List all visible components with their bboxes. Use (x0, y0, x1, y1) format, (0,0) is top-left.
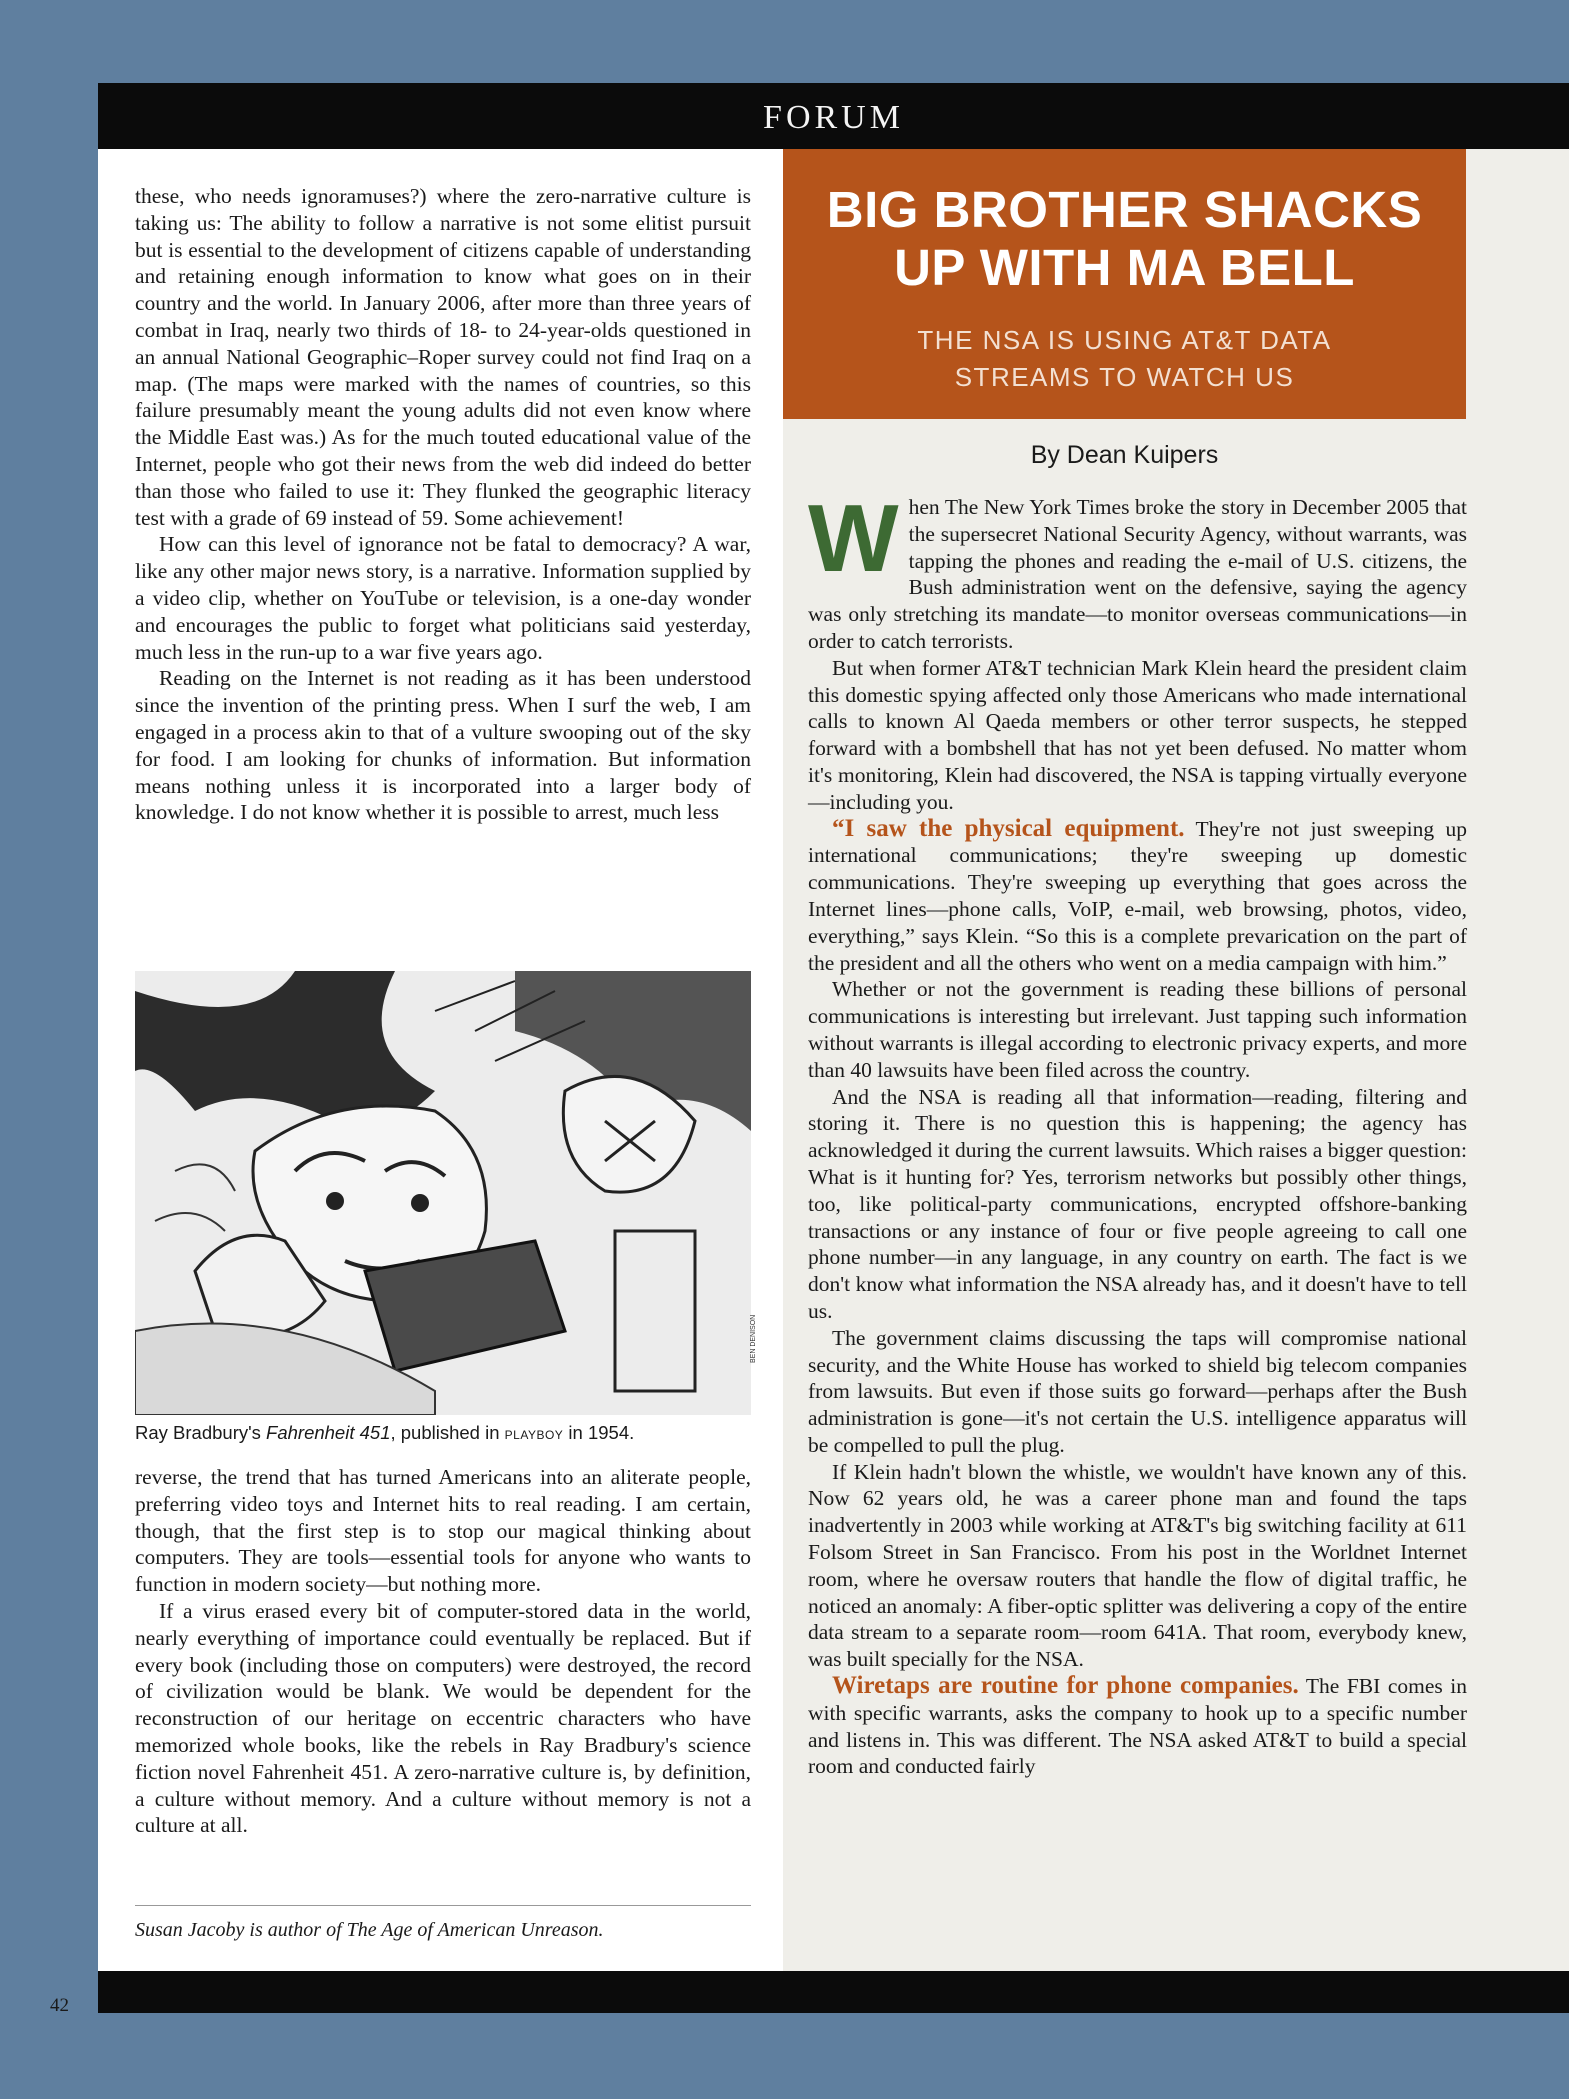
paragraph: Whether or not the government is reading these billions of personal communications is interesting but irrelevant. Just tapping such information without warrants is illegal according to electronic privacy experts, and more than 40 lawsuits have been filed across the country. (808, 977, 1467, 1082)
author-bio: Susan Jacoby is author of The Age of American Unreason. (135, 1919, 604, 1941)
paragraph (808, 816, 1467, 977)
fahrenheit-illustration (135, 971, 751, 1415)
paragraph: If Klein hadn't blown the whistle, we wouldn't have known any of this. Now 62 years old, he was a career phone man and found the taps inadvertently in 2003 while working at AT&T's big switching facility at 611 Folsom Street in San Francisco. From his post in the Worldnet Internet room, where he oversaw routers that handle the flow of digital traffic, he noticed an anomaly: A fiber-optic splitter was delivering a copy of the entire data stream to a separate room—room 641A. That room, everybody knew, was built specially for the NSA. (808, 1459, 1467, 1672)
paragraph: And the NSA is reading all that information—reading, filtering and storing it. There is no question this is happening; the agency has acknowledged it during the current lawsuits. Which raises a bigger question: What is it hunting for? Yes, terrorism networks but possibly other things, too, like political-party communications, encrypted offshore-banking transactions or any instance of four or five people agreeing to call one phone number—in any language, in any country on earth. The fact is we don't know what information the NSA already has, and it doesn't have to tell us. (808, 1084, 1467, 1323)
paragraph: Reading on the Internet is not reading as it has been understood since the invention of the printing press. When I surf the web, I am engaged in a process akin to that of a vulture swooping out of the sky for food. I am looking for chunks of information. But information means nothing unless it is incorporated into a larger body of knowledge. I do not know whether it is possible to arrest, much less (135, 666, 751, 825)
caption-book-title: Fahrenheit 451 (266, 1422, 391, 1443)
paragraph (808, 485, 1467, 655)
magazine-page (98, 83, 1569, 2013)
deck-line: STREAMS TO WATCH US (954, 362, 1295, 392)
paragraph: But when former AT&T technician Mark Klein heard the president claim this domestic spying affected only those Americans who made international calls to known Al Qaeda members or other terror suspects, he stepped forward with a bombshell that has not yet been defused. No matter whom it's monitoring, Klein had discovered, the NSA is tapping virtually everyone—including you. (808, 655, 1467, 814)
photo-credit: BEN DENISON (750, 1314, 757, 1363)
illustration-figure (135, 971, 751, 1499)
caption-text: , published in (390, 1422, 505, 1443)
article-deck (783, 322, 1466, 396)
deck-line: THE NSA IS USING AT&T DATA (917, 325, 1332, 355)
paragraph-text: The FBI comes in with specific warrants, asks the company to hook up to a specific number and listens in. This was different. The NSA asked AT&T to build a special room and conducted fairly (808, 1674, 1467, 1779)
figure-caption (135, 1422, 775, 1444)
left-column-top (135, 183, 751, 826)
pull-quote: “I saw the physical equipment. (832, 814, 1185, 842)
title-line: UP WITH MA BELL (894, 239, 1355, 296)
paragraph-text: They're not just sweeping up international communications; they're sweeping up domestic communications. They're sweeping up everything that goes across the Internet lines—phone calls, VoIP, e-mail, web browsing, photos, video, everything,” says Klein. “So this is a complete prevarication on the part of the president and all the others who went on a media campaign with him.” (808, 816, 1467, 975)
paragraph (808, 1673, 1467, 1780)
article-body (808, 485, 1467, 1780)
page-number: 42 (50, 1995, 69, 2016)
left-column-bottom (135, 1464, 751, 1839)
footer-bar (98, 1971, 1569, 2013)
paragraph: If a virus erased every bit of computer-stored data in the world, nearly everything of importance could eventually be replaced. But if every book (including those on computers) were destroyed, the record of civilization would be blank. We would be dependent for the reconstruction of our heritage on eccentric characters who have memorized whole books, like the rebels in Ray Bradbury's science fiction novel Fahrenheit 451. A zero-narrative culture is, by definition, a culture without memory. And a culture without memory is not a culture at all. (135, 1598, 751, 1838)
caption-magazine: PLAYBOY (504, 1428, 564, 1442)
paragraph: reverse, the trend that has turned Americans into an aliterate people, preferring video toys and Internet hits to real reading. I am certain, though, that the first step is to stop our magical thinking about computers. They are tools—essential tools for anyone who wants to function in modern society—but nothing more. (135, 1465, 751, 1597)
byline: By Dean Kuipers (1030, 441, 1219, 469)
section-header: FORUM (98, 83, 1569, 149)
paragraph: these, who needs ignoramuses?) where the zero-narrative culture is taking us: The ability to follow a narrative is not some elitist pursuit but is essential to the development of citizens capable of understanding and retaining enough information to know what goes on in their country and the world. In January 2006, after more than three years of combat in Iraq, nearly two thirds of 18- to 24-year-olds questioned in an annual National Geographic–Roper survey could not find Iraq on a map. (The maps were marked with the names of countries, so this failure presumably meant the young adults did not even know where the Middle East was.) As for the much touted educational value of the Internet, people who got their news from the web did indeed do better than those who failed to use it: They flunked the geographic literacy test with a grade of 69 instead of 59. Some achievement! (135, 184, 751, 530)
drop-cap: W (808, 485, 899, 592)
caption-text: in 1954. (563, 1422, 635, 1443)
right-column (783, 149, 1569, 1971)
title-line: BIG BROTHER SHACKS (826, 181, 1423, 238)
article-title (783, 181, 1466, 297)
paragraph: The government claims discussing the taps will compromise national security, and the White House has worked to shield big telecom companies from lawsuits. But even if those suits go forward—perhaps after the Bush administration is gone—it's not certain the U.S. intelligence apparatus will be compelled to pull the plug. (808, 1325, 1467, 1457)
paragraph: How can this level of ignorance not be fatal to democracy? A war, like any other major news story, is a narrative. Information supplied by a video clip, whether on YouTube or television, is a one-day wonder and encourages the public to forget what politicians said yesterday, much less in the run-up to a war five years ago. (135, 532, 751, 664)
pull-quote: Wiretaps are routine for phone companies. (832, 1672, 1299, 1700)
paragraph-text: hen The New York Times broke the story in December 2005 that the supersecret National Security Agency, without warrants, was tapping the phones and reading the e-mail of U.S. citizens, the Bush administration went on the defensive, saying the agency was only stretching its mandate—to monitor overseas communications—in order to catch terrorists. (808, 495, 1467, 653)
caption-text: Ray Bradbury's (135, 1422, 267, 1443)
article-title-banner (783, 149, 1466, 419)
divider (135, 1905, 751, 1906)
